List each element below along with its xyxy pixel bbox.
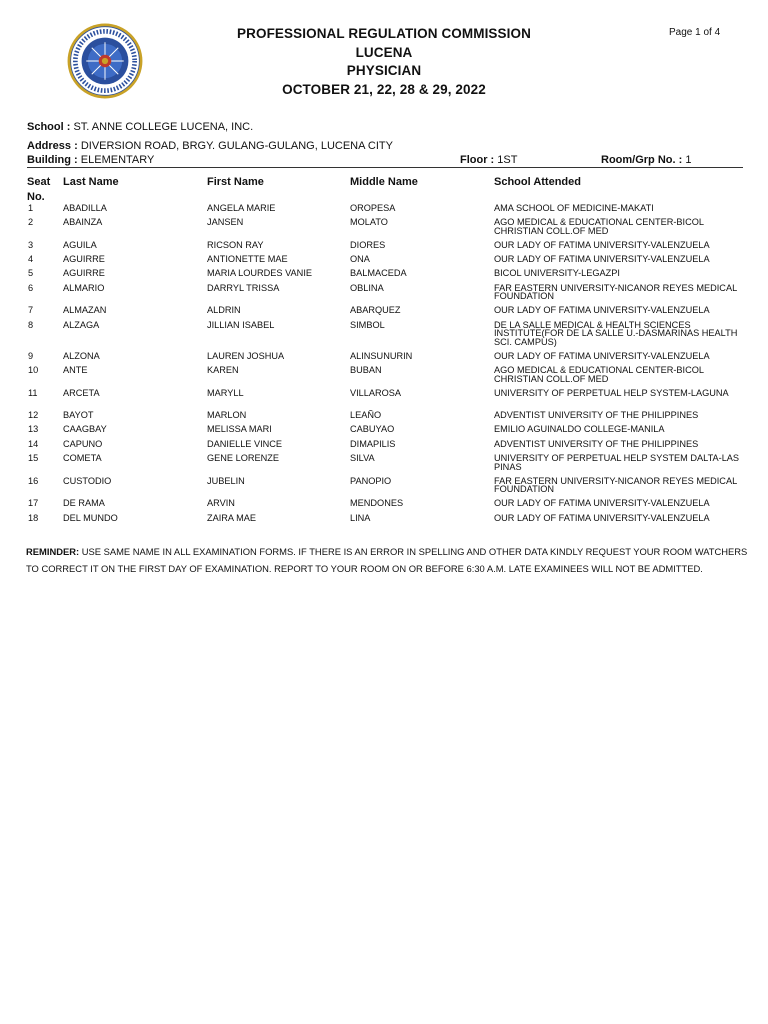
building-value: ELEMENTARY [80, 154, 155, 166]
floor-line [460, 154, 517, 166]
seat-number-cell: 11 [28, 387, 38, 398]
first-name-cell: MELISSA MARI [207, 424, 272, 435]
seat-number-cell: 15 [28, 453, 39, 464]
school-attended-cell: OUR LADY OF FATIMA UNIVERSITY-VALENZUELA [494, 254, 710, 265]
middle-name-cell: SILVA [350, 453, 375, 464]
first-name-cell: GENE LORENZE [207, 453, 279, 464]
middle-name-cell: ALINSUNURIN [350, 350, 413, 361]
last-name-cell: ABAINZA [63, 217, 103, 228]
school-attended-cell: FAR EASTERN UNIVERSITY-NICANOR REYES MEDICAL FOUNDATION [494, 282, 737, 302]
school-attended-cell: EMILIO AGUINALDO COLLEGE-MANILA [494, 424, 665, 435]
table-row [0, 437, 768, 451]
last-name-cell: DE RAMA [63, 498, 105, 509]
header-divider [27, 167, 743, 168]
table-row [0, 496, 768, 510]
exam-dates: OCTOBER 21, 22, 28 & 29, 2022 [282, 81, 486, 97]
school-attended-cell: OUR LADY OF FATIMA UNIVERSITY-VALENZUELA [494, 239, 710, 250]
first-name-cell: KAREN [207, 364, 239, 375]
address-value: DIVERSION ROAD, BRGY. GULANG-GULANG, LUCENA CITY [80, 140, 393, 152]
seat-number-cell: 7 [28, 305, 34, 316]
table-row [0, 474, 768, 497]
address-line [27, 140, 393, 152]
table-row [0, 408, 768, 422]
middle-name-cell: SIMBOL [350, 319, 385, 330]
middle-name-cell: DIORES [350, 239, 386, 250]
seat-number-cell: 8 [28, 319, 34, 330]
last-name-cell: CUSTODIO [63, 475, 112, 486]
first-name-cell: MARYLL [207, 387, 244, 398]
school-attended-cell: BICOL UNIVERSITY-LEGAZPI [494, 268, 620, 279]
school-attended-cell: AGO MEDICAL & EDUCATIONAL CENTER-BICOL CHRISTIAN COLL.OF MED [494, 217, 704, 236]
examinee-table [0, 201, 768, 525]
school-attended-cell: FAR EASTERN UNIVERSITY-NICANOR REYES MEDICAL FOUNDATION [494, 475, 737, 495]
col-header-last-name: Last Name [63, 176, 119, 188]
school-attended-cell: OUR LADY OF FATIMA UNIVERSITY-VALENZUELA [494, 512, 710, 523]
last-name-cell: DEL MUNDO [63, 512, 118, 523]
table-row [0, 252, 768, 266]
school-attended-cell: UNIVERSITY OF PERPETUAL HELP SYSTEM DALTA-LAS PINAS [494, 453, 740, 472]
first-name-cell: ARVIN [207, 498, 235, 509]
school-attended-cell: OUR LADY OF FATIMA UNIVERSITY-VALENZUELA [494, 350, 710, 361]
col-header-middle-name: Middle Name [350, 176, 418, 188]
seat-number-cell: 6 [28, 282, 34, 293]
building-line [27, 154, 154, 166]
floor-value: 1ST [497, 154, 518, 166]
seat-number-cell: 17 [28, 498, 39, 509]
last-name-cell: ALZONA [63, 350, 100, 361]
table-row [0, 422, 768, 436]
page-number: Page 1 of 4 [669, 27, 721, 38]
last-name-cell: COMETA [63, 453, 102, 464]
middle-name-cell: CABUYAO [350, 424, 395, 435]
last-name-cell: ALMARIO [63, 282, 105, 293]
table-row [0, 266, 768, 280]
col-header-school-attended: School Attended [494, 176, 581, 188]
first-name-cell: ZAIRA MAE [207, 512, 257, 523]
school-attended-cell: DE LA SALLE MEDICAL & HEALTH SCIENCES INSTITUTE(FOR DE LA SALLE U.-DASMARINAS HEALTH SCI. CAMPUS) [494, 319, 738, 347]
last-name-cell: ABADILLA [63, 203, 107, 213]
first-name-cell: ALDRIN [207, 305, 241, 316]
table-row [0, 281, 768, 304]
title-block [200, 25, 568, 99]
table-row [0, 215, 768, 238]
school-attended-cell: AGO MEDICAL & EDUCATIONAL CENTER-BICOL CHRISTIAN COLL.OF MED [494, 364, 704, 384]
middle-name-cell: MENDONES [350, 498, 404, 509]
middle-name-cell: LEAÑO [350, 410, 382, 421]
room-label: Room/Grp No. : [601, 154, 683, 166]
middle-name-cell: VILLAROSA [350, 387, 402, 398]
school-value: ST. ANNE COLLEGE LUCENA, INC. [73, 121, 254, 133]
middle-name-cell: DIMAPILIS [350, 438, 396, 449]
seat-number-cell: 1 [28, 203, 34, 213]
last-name-cell: ALMAZAN [63, 305, 107, 316]
first-name-cell: JANSEN [207, 217, 244, 228]
middle-name-cell: OBLINA [350, 282, 384, 293]
middle-name-cell: PANOPIO [350, 475, 392, 486]
seat-number-cell: 5 [28, 268, 34, 279]
col-header-seat: Seat No. [27, 176, 51, 203]
first-name-cell: JUBELIN [207, 475, 245, 486]
seat-number-cell: 14 [28, 438, 39, 449]
seat-number-cell: 4 [28, 254, 34, 265]
school-label: School : [27, 121, 71, 133]
col-header-first-name: First Name [207, 176, 264, 188]
middle-name-cell: OROPESA [350, 203, 396, 213]
office-title: LUCENA [355, 44, 413, 60]
floor-label: Floor : [460, 154, 495, 166]
exam-title: PHYSICIAN [346, 63, 422, 78]
table-row [0, 238, 768, 252]
school-attended-cell: ADVENTIST UNIVERSITY OF THE PHILIPPINES [494, 410, 699, 421]
table-row [0, 363, 768, 386]
room-value: 1 [685, 154, 692, 166]
first-name-cell: MARLON [207, 410, 247, 421]
middle-name-cell: LINA [350, 512, 371, 523]
seat-number-cell: 12 [28, 410, 39, 421]
prc-seal-logo [66, 22, 144, 100]
seat-number-cell: 13 [28, 424, 39, 435]
middle-name-cell: BUBAN [350, 364, 382, 375]
school-attended-cell: ADVENTIST UNIVERSITY OF THE PHILIPPINES [494, 438, 699, 449]
middle-name-cell: MOLATO [350, 217, 388, 228]
reminder-text: USE SAME NAME IN ALL EXAMINATION FORMS. IF THERE IS AN ERROR IN SPELLING AND OTHER DATA KINDLY REQUEST YOUR ROOM WATCHERS TO CORRECT IT ON THE FIRST DAY OF EXAMINATION. REPORT TO YOUR ROOM ON OR BEFORE 6:30 A.M. LATE EXAMINEES WILL NOT BE ADMITTED. [26, 546, 748, 574]
seat-number-cell: 10 [28, 364, 39, 375]
reminder-note [26, 544, 748, 578]
last-name-cell: ARCETA [63, 387, 100, 398]
seat-number-cell: 18 [28, 512, 39, 523]
first-name-cell: ANTIONETTE MAE [207, 254, 288, 265]
school-attended-cell: OUR LADY OF FATIMA UNIVERSITY-VALENZUELA [494, 305, 710, 316]
seat-number-cell: 9 [28, 350, 34, 361]
last-name-cell: ANTE [63, 364, 88, 375]
page-header [0, 0, 768, 110]
seat-number-cell: 16 [28, 475, 39, 486]
first-name-cell: JILLIAN ISABEL [207, 319, 275, 330]
seat-number-cell: 2 [28, 217, 34, 228]
school-line [27, 121, 253, 133]
table-row [0, 511, 768, 525]
last-name-cell: BAYOT [63, 410, 94, 421]
first-name-cell: MARIA LOURDES VANIE [207, 268, 312, 279]
table-row [0, 386, 768, 409]
last-name-cell: AGUIRRE [63, 268, 105, 279]
first-name-cell: RICSON RAY [207, 239, 264, 250]
address-label: Address : [27, 140, 78, 152]
school-attended-cell: AMA SCHOOL OF MEDICINE-MAKATI [494, 203, 654, 213]
seat-number-cell: 3 [28, 239, 34, 250]
last-name-cell: CAAGBAY [63, 424, 107, 435]
table-row [0, 201, 768, 215]
middle-name-cell: ONA [350, 254, 370, 265]
first-name-cell: ANGELA MARIE [207, 203, 276, 213]
table-row [0, 318, 768, 349]
agency-title: PROFESSIONAL REGULATION COMMISSION [237, 26, 531, 41]
school-attended-cell: OUR LADY OF FATIMA UNIVERSITY-VALENZUELA [494, 498, 710, 509]
table-row [0, 349, 768, 363]
table-row [0, 303, 768, 317]
middle-name-cell: ABARQUEZ [350, 305, 401, 316]
last-name-cell: CAPUNO [63, 438, 103, 449]
building-label: Building : [27, 154, 78, 166]
table-row [0, 451, 768, 474]
reminder-label: REMINDER: [26, 546, 80, 557]
first-name-cell: DARRYL TRISSA [207, 282, 280, 293]
first-name-cell: DANIELLE VINCE [207, 438, 283, 449]
last-name-cell: AGUIRRE [63, 254, 105, 265]
last-name-cell: ALZAGA [63, 319, 100, 330]
middle-name-cell: BALMACEDA [350, 268, 407, 279]
room-line [601, 154, 691, 166]
school-attended-cell: UNIVERSITY OF PERPETUAL HELP SYSTEM-LAGUNA [494, 387, 729, 398]
first-name-cell: LAUREN JOSHUA [207, 350, 285, 361]
last-name-cell: AGUILA [63, 239, 97, 250]
